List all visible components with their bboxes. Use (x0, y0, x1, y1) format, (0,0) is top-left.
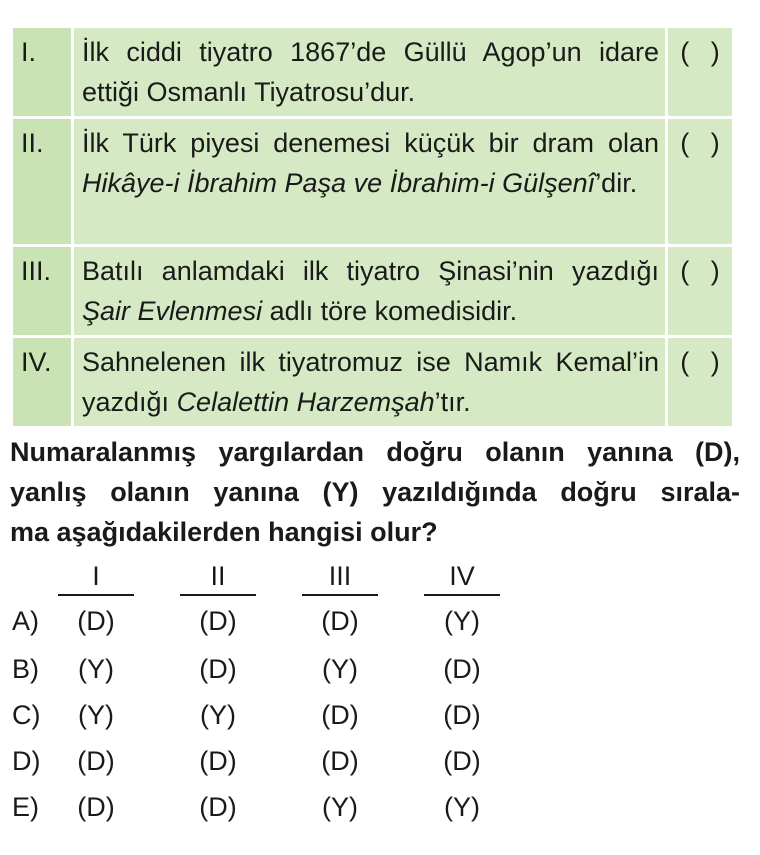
option-value: (D) (77, 606, 115, 636)
statement-text (73, 27, 667, 118)
statement-row (12, 27, 734, 118)
option-value: (Y) (78, 654, 114, 684)
column-header: III (328, 561, 352, 591)
option-letter: E) (12, 792, 39, 822)
answer-blank[interactable]: ( ) (667, 246, 734, 337)
option-value: (D) (199, 792, 237, 822)
statement-number: I. (12, 27, 73, 118)
statement-text-part: Sahnelenen ilk tiyatromuz ise Namık Kemal’in yazdığı (82, 347, 659, 417)
option-value: (Y) (78, 700, 114, 730)
option-value: (D) (443, 700, 481, 730)
statement-text-part: İlk Türk piyesi denemesi küçük bir dram olan (82, 128, 659, 158)
statement-row (12, 337, 734, 428)
column-underline (424, 594, 500, 596)
statement-italic-title: Hikâye-i İbrahim Paşa ve İbrahim-i Gülşenî (82, 168, 596, 198)
option-value: (Y) (444, 606, 480, 636)
answer-blank[interactable]: ( ) (667, 118, 734, 246)
answer-blank[interactable]: ( ) (667, 27, 734, 118)
option-value: (D) (77, 746, 115, 776)
statement-row (12, 246, 734, 337)
option-letter: A) (12, 606, 39, 636)
option-value: (Y) (200, 700, 236, 730)
statements-body (12, 27, 734, 428)
question-line-1: Numaralanmış yargılardan doğru olanın yanına (D), (10, 437, 740, 467)
column-underline (180, 594, 256, 596)
statement-text (73, 337, 667, 428)
question-line-2: yanlış olanın yanına (Y) yazıldığında doğru sırala- (10, 477, 740, 507)
statement-text-part: İlk ciddi tiyatro 1867’de Güllü Agop’un idare ettiği Osmanlı Tiyatrosu’dur. (82, 37, 659, 107)
statement-italic-title: Şair Evlenmesi (82, 296, 263, 326)
statement-number: IV. (12, 337, 73, 428)
column-underline (302, 594, 378, 596)
option-value: (D) (443, 654, 481, 684)
option-value: (D) (321, 606, 359, 636)
answer-option[interactable] (0, 740, 760, 782)
statements-table (10, 25, 735, 429)
statement-text (73, 118, 667, 246)
option-letter: C) (12, 700, 41, 730)
question-line-3: ma aşağıdakilerden hangisi olur? (10, 517, 438, 547)
option-value: (D) (199, 746, 237, 776)
answer-option[interactable] (0, 694, 760, 736)
option-letter: D) (12, 746, 41, 776)
statement-text-part: ’dir. (595, 168, 638, 198)
statement-number: II. (12, 118, 73, 246)
column-header: I (92, 561, 100, 591)
option-value: (D) (199, 654, 237, 684)
answer-option[interactable] (0, 600, 760, 642)
statement-number: III. (12, 246, 73, 337)
statement-text-part: adlı töre komedisidir. (262, 296, 518, 326)
option-value: (D) (199, 606, 237, 636)
option-value: (D) (443, 746, 481, 776)
statement-text (73, 246, 667, 337)
statement-row (12, 118, 734, 246)
statement-text-part: ’tır. (434, 387, 471, 417)
column-header: II (210, 561, 226, 591)
option-value: (D) (321, 700, 359, 730)
option-value: (D) (77, 792, 115, 822)
answer-option[interactable] (0, 786, 760, 828)
answer-blank[interactable]: ( ) (667, 337, 734, 428)
option-value: (Y) (322, 792, 358, 822)
column-underline (58, 594, 134, 596)
question-text (10, 432, 740, 552)
option-letter: B) (12, 654, 39, 684)
option-value: (Y) (322, 654, 358, 684)
answer-option[interactable] (0, 648, 760, 690)
option-value: (Y) (444, 792, 480, 822)
option-value: (D) (321, 746, 359, 776)
column-header: IV (449, 561, 475, 591)
statement-text-part: Batılı anlamdaki ilk tiyatro Şinasi’nin yazdığı (82, 256, 659, 286)
statement-italic-title: Celalettin Harzemşah (176, 387, 435, 417)
